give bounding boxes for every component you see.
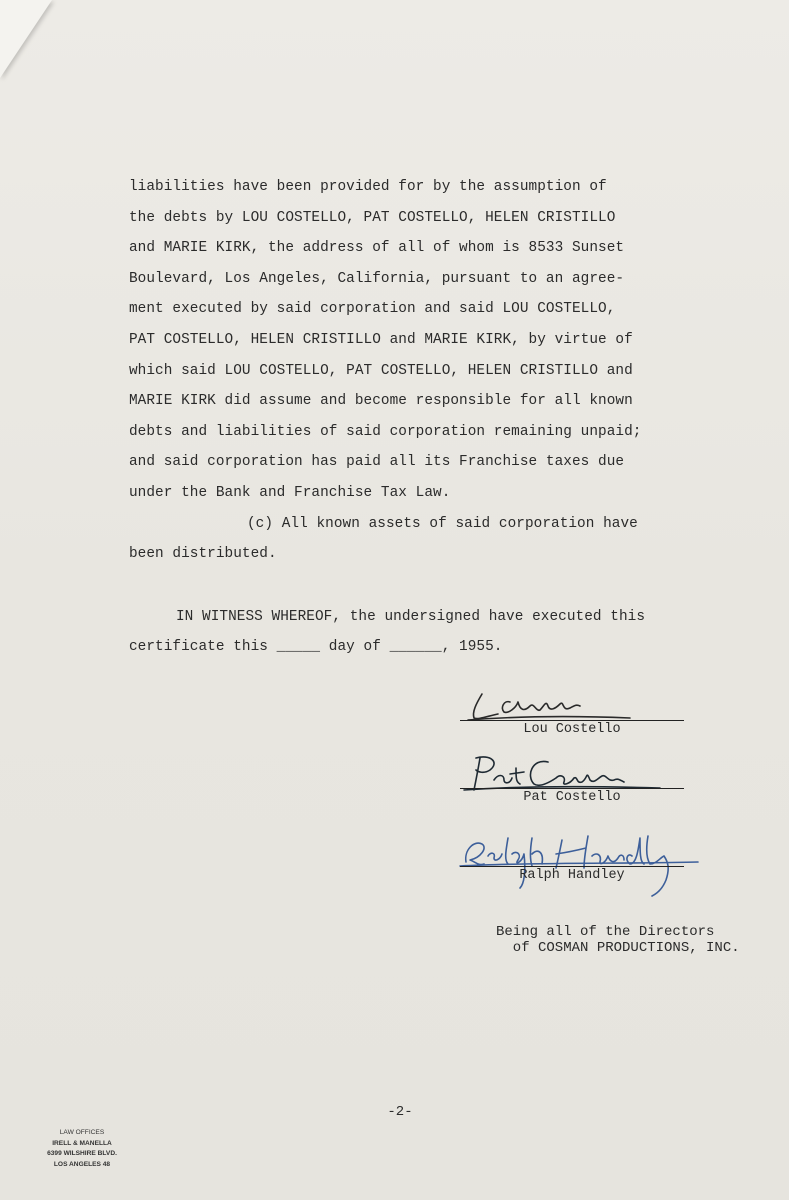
body-line: Boulevard, Los Angeles, California, pursuant to an agree- — [129, 270, 625, 287]
body-line: the debts by LOU COSTELLO, PAT COSTELLO, HELEN CRISTILLO — [129, 209, 616, 226]
body-line: liabilities have been provided for by the assumption of — [129, 179, 607, 195]
signature-block-ralph-handley — [460, 828, 700, 883]
body-line: and MARIE KIRK, the address of all of whom is 8533 Sunset — [129, 240, 625, 257]
signature-ralph-handley — [460, 828, 700, 898]
law-office-line: LOS ANGELES 48 — [53, 1160, 111, 1168]
directors-line: Being all of the Directors — [496, 924, 715, 940]
signature-line — [460, 788, 684, 789]
witness-line: IN WITNESS WHEREOF, the undersigned have executed this — [176, 608, 646, 625]
signature-line — [460, 866, 684, 867]
body-line: MARIE KIRK did assume and become responsible for all known — [129, 393, 633, 410]
law-office-footer — [26, 1128, 138, 1170]
body-line: and said corporation has paid all its Franchise taxes due — [129, 454, 625, 471]
signature-block-lou-costello — [460, 682, 700, 737]
signature-line — [460, 720, 684, 721]
spacer — [129, 570, 689, 602]
body-line: under the Bank and Franchise Tax Law. — [129, 484, 451, 501]
body-line: which said LOU COSTELLO, PAT COSTELLO, HELEN CRISTILLO and — [129, 362, 633, 379]
directors-line: of COSMAN PRODUCTIONS, INC. — [496, 940, 740, 956]
clause-c-line: (c) All known assets of said corporation have — [247, 515, 638, 532]
signatory-name: Ralph Handley — [519, 868, 625, 883]
law-office-line: LAW OFFICES — [59, 1129, 105, 1136]
witness-line: certificate this _____ day of ______, 1955. — [129, 639, 503, 656]
body-line: PAT COSTELLO, HELEN CRISTILLO and MARIE KIRK, by virtue of — [129, 331, 633, 348]
folded-corner — [0, 0, 52, 78]
page-number: -2- — [387, 1104, 413, 1120]
signatory-name: Pat Costello — [523, 790, 621, 805]
signatory-name: Lou Costello — [523, 722, 621, 737]
body-line: debts and liabilities of said corporation remaining unpaid; — [129, 423, 642, 440]
law-office-line: IRELL & MANELLA — [52, 1139, 112, 1147]
body-line: ment executed by said corporation and said LOU COSTELLO, — [129, 301, 616, 318]
document-body — [129, 172, 689, 663]
law-office-line: 6399 WILSHIRE BLVD. — [47, 1150, 117, 1157]
clause-c-line: been distributed. — [129, 546, 277, 563]
signature-block-pat-costello — [460, 750, 700, 805]
directors-caption — [496, 924, 740, 956]
